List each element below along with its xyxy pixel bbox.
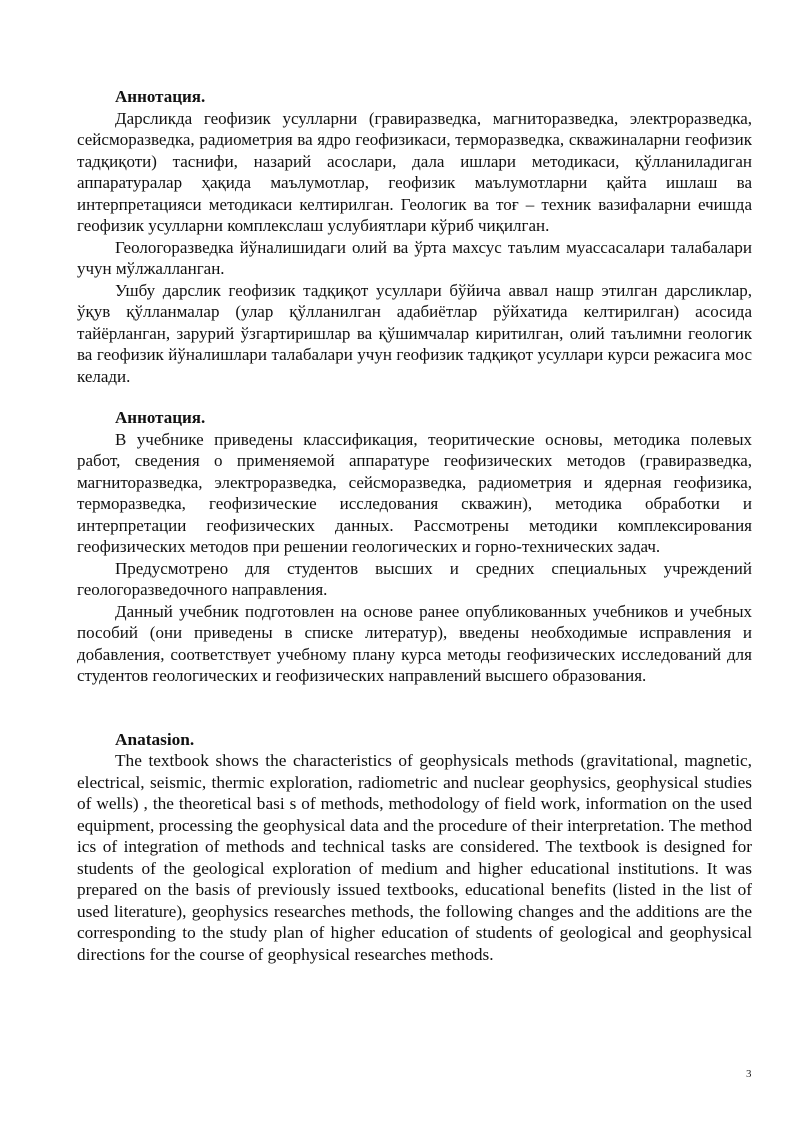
annotation-english	[77, 729, 752, 966]
document-page	[77, 86, 752, 965]
paragraph: Дарсликда геофизик усулларни (гравиразведка, магниторазведка, электроразведка, сейсморазведка, радиометрия ва ядро геофизикаси, терморазведка, скважиналарни геофизик тадқиқоти) таснифи, назарий асослари, дала ишлари методикаси, қўлланиладиган аппаратуралар ҳақида маълумотлар, геофизик маълумотларни қайта ишлаш ва интерпретацияси методикаси келтирилган. Геологик ва тоғ – техник вазифаларни ечишда геофизик усулларни комплекслаш услубиятлари кўриб чиқилган.	[77, 108, 752, 235]
paragraph: The textbook shows the characteristics of geophysicals methods (gravitational, magnetic, electrical, seismic, thermic exploration, radiometric and nuclear geophysics, geophysical studies of wells) , the theoretical basi s of methods, methodology of field work, information on the used equipment, processing the geophysical data and the procedure of their interpretation. The method ics of integration of methods and technical tasks are considered. The textbook is designed for students of the geological exploration of medium and higher educational institutions. It was prepared on the basis of previously issued textbooks, educational benefits (listed in the list of used literature), geophysics researches methods, the following changes and the additions are the corresponding to the study plan of higher education of students of geological and geophysical directions for the course of geophysical researches methods.	[77, 751, 752, 964]
paragraph: В учебнике приведены классификация, теоритические основы, методика полевых работ, сведения о применяемой аппаратуре геофизических методов (гравиразведка, магниторазведка, электроразведка, сейсморазведка, радиометрия и ядерная геофизика, терморазведка, геофизические исследования скважин), методика обработки и интерпретации геофизических данных. Рассмотрены методики комплексирования геофизических методов при решении геологических и горно-технических задач.	[77, 429, 752, 556]
section-heading: Аннотация.	[115, 87, 206, 106]
paragraph: Предусмотрено для студентов высших и средних специальных учреждений геологоразведочного направления.	[77, 558, 752, 599]
paragraph: Ушбу дарслик геофизик тадқиқот усуллари бўйича аввал нашр этилган дарсликлар, ўқув қўлланмалар (улар қўлланилган адабиётлар рўйхатида келтирилган) асосида тайёрланган, зарурий ўзгартиришлар ва қўшимчалар киритилган, олий таълимни геологик ва геофизик йўналишлари талабалари учун геофизик тадқиқот усуллари курси режасига мос келади.	[77, 280, 752, 386]
annotation-russian	[77, 407, 752, 687]
section-heading: Аннотация.	[115, 408, 206, 427]
paragraph: Данный учебник подготовлен на основе ранее опубликованных учебников и учебных пособий (они приведены в списке литератур), введены необходимые исправления и добавления, соответствует учебному плану курса методы геофизических исследований для студентов геологических и геофизических направлений высшего образования.	[77, 601, 752, 685]
paragraph: Геологоразведка йўналишидаги олий ва ўрта махсус таълим муассасалари талабалари учун мўлжалланган.	[77, 237, 752, 278]
annotation-uzbek	[77, 86, 752, 387]
section-heading: Anatasion.	[115, 729, 195, 749]
page-number: 3	[746, 1068, 752, 1080]
